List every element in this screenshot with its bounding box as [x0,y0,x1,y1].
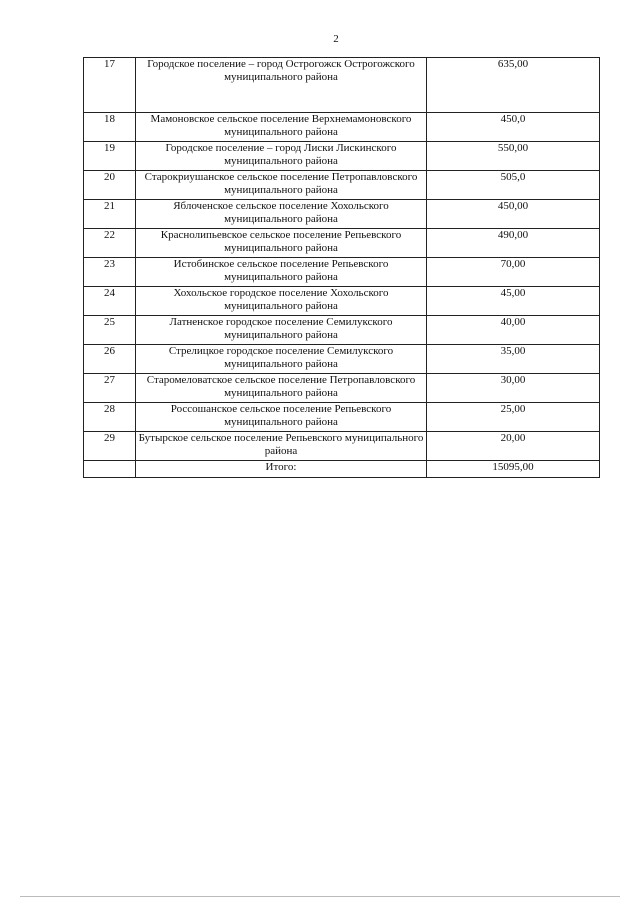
table-row [84,171,600,200]
amount: 45,00 [427,287,600,316]
allocation-table [83,57,600,478]
amount: 450,00 [427,200,600,229]
row-number: 23 [84,258,136,287]
amount: 70,00 [427,258,600,287]
row-number: 28 [84,403,136,432]
settlement-name: Латненское городское поселение Семилукского муниципального района [136,316,427,345]
table-row [84,374,600,403]
table-row [84,142,600,171]
total-amount: 15095,00 [427,461,600,478]
settlement-name: Городское поселение – город Острогожск Острогожского муниципального района [136,58,427,113]
table-row [84,287,600,316]
settlement-name: Стрелицкое городское поселение Семилукского муниципального района [136,345,427,374]
page-edge-rule [20,896,620,897]
table-row [84,316,600,345]
row-number: 25 [84,316,136,345]
total-row [84,461,600,478]
amount: 550,00 [427,142,600,171]
table-row [84,432,600,461]
row-number: 27 [84,374,136,403]
row-number: 20 [84,171,136,200]
settlement-name: Яблоченское сельское поселение Хохольского муниципального района [136,200,427,229]
settlement-name: Городское поселение – город Лиски Лискинского муниципального района [136,142,427,171]
table-row [84,403,600,432]
row-number: 26 [84,345,136,374]
settlement-name: Старокриушанское сельское поселение Петропавловского муниципального района [136,171,427,200]
amount: 505,0 [427,171,600,200]
amount: 25,00 [427,403,600,432]
settlement-name: Мамоновское сельское поселение Верхнемамоновского муниципального района [136,113,427,142]
table-row [84,200,600,229]
total-label: Итого: [136,461,427,478]
table-row [84,229,600,258]
amount: 35,00 [427,345,600,374]
table-row [84,58,600,113]
amount: 635,00 [427,58,600,113]
table-row [84,258,600,287]
amount: 490,00 [427,229,600,258]
row-number: 24 [84,287,136,316]
total-empty-cell [84,461,136,478]
settlement-name: Бутырское сельское поселение Репьевского муниципального района [136,432,427,461]
settlement-name: Хохольское городское поселение Хохольского муниципального района [136,287,427,316]
amount: 30,00 [427,374,600,403]
amount: 450,0 [427,113,600,142]
page-number: 2 [333,33,339,45]
row-number: 18 [84,113,136,142]
row-number: 19 [84,142,136,171]
row-number: 22 [84,229,136,258]
settlement-name: Истобинское сельское поселение Репьевского муниципального района [136,258,427,287]
row-number: 29 [84,432,136,461]
table-row [84,345,600,374]
row-number: 21 [84,200,136,229]
table-row [84,113,600,142]
amount: 20,00 [427,432,600,461]
settlement-name: Краснолипьевское сельское поселение Репьевского муниципального района [136,229,427,258]
amount: 40,00 [427,316,600,345]
row-number: 17 [84,58,136,113]
settlement-name: Старомеловатское сельское поселение Петропавловского муниципального района [136,374,427,403]
settlement-name: Россошанское сельское поселение Репьевского муниципального района [136,403,427,432]
